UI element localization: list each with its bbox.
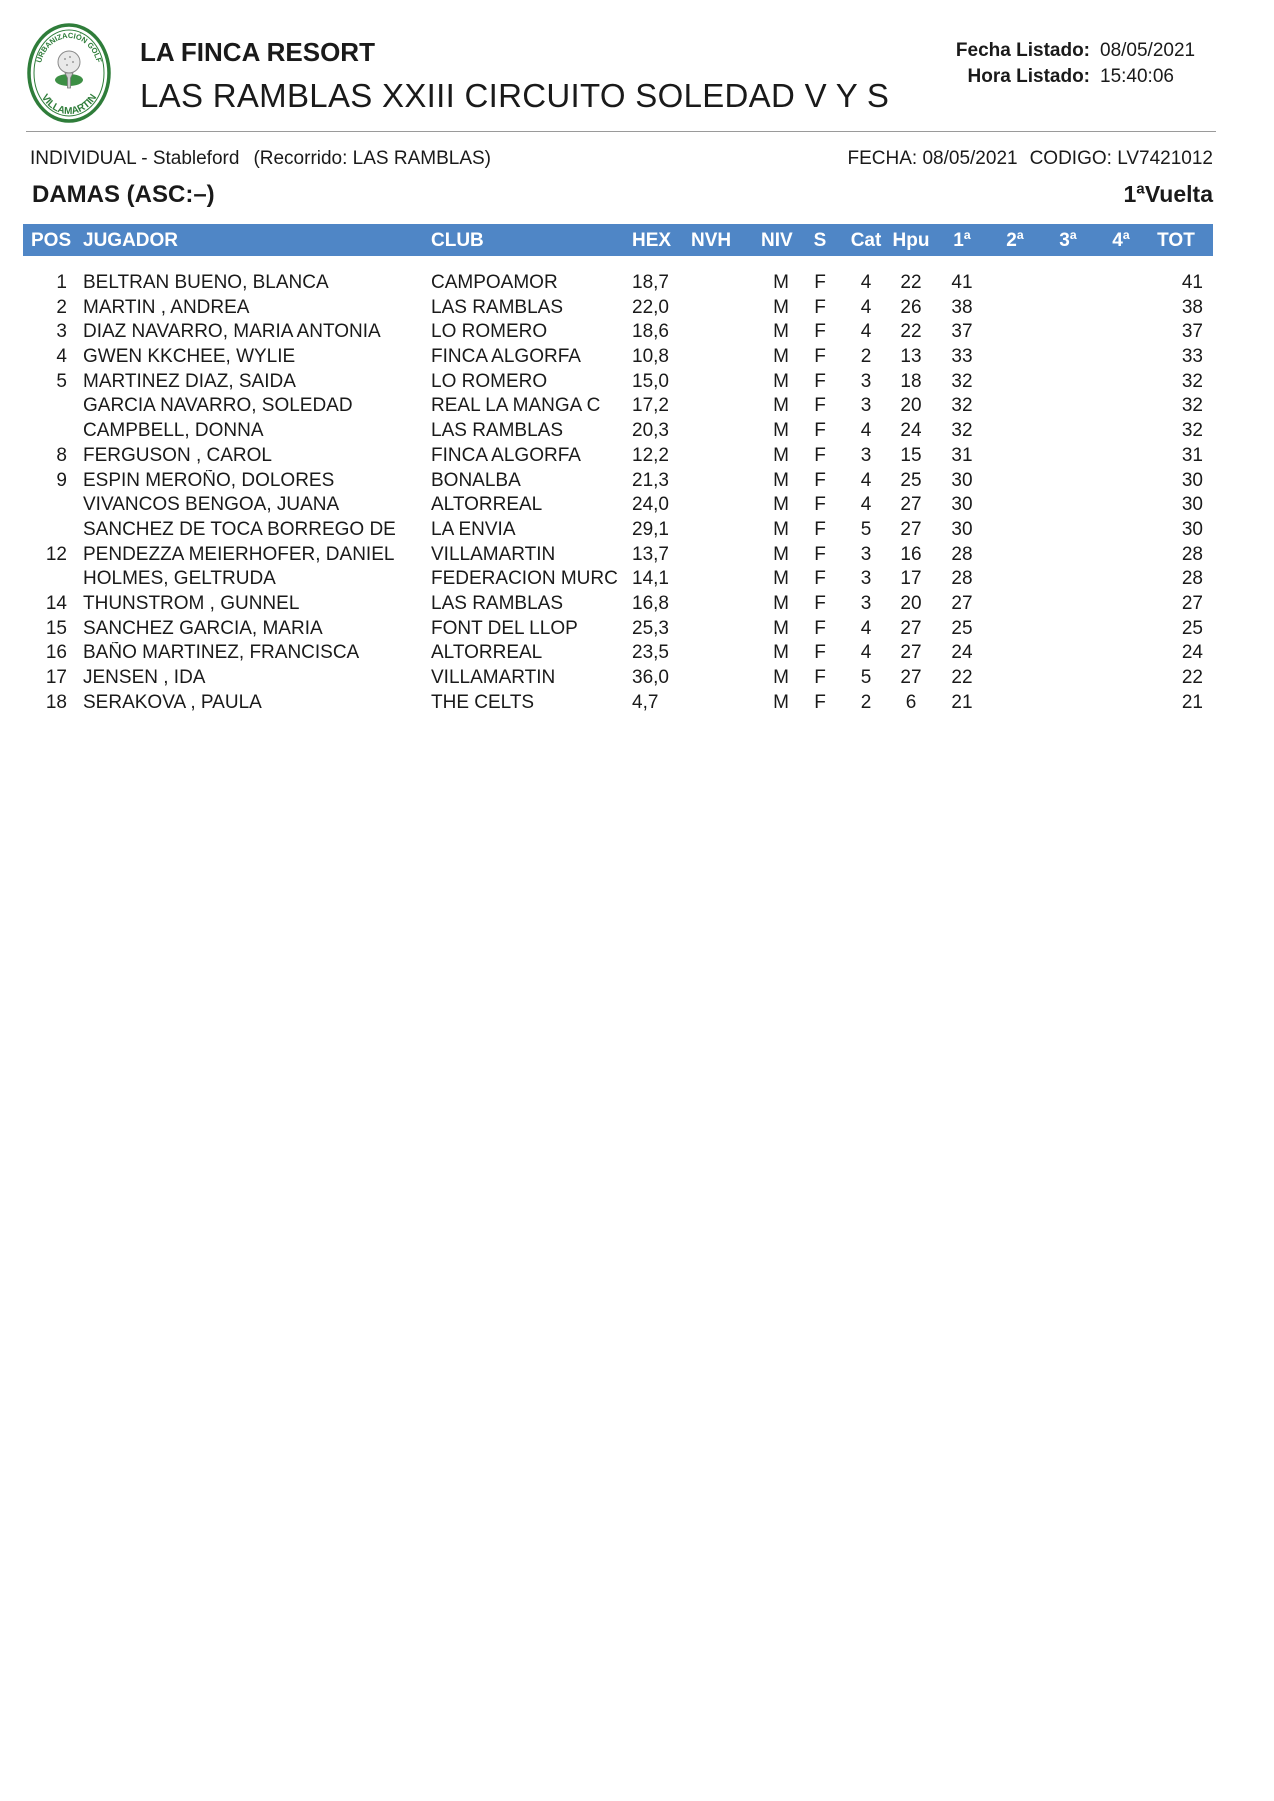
- results-table-header: [23, 224, 1213, 256]
- cell-hpu: 13: [900, 346, 922, 368]
- cell-hpu: 6: [905, 691, 917, 713]
- competition-code: CODIGO: LV7421012: [1029, 148, 1213, 169]
- cell-club: REAL LA MANGA C: [431, 395, 601, 417]
- cell-hpu: 20: [900, 395, 922, 417]
- cell-pos: 12: [45, 543, 67, 565]
- cell-round1: 24: [951, 642, 973, 664]
- cell-club: FINCA ALGORFA: [431, 346, 581, 368]
- cell-cat: 5: [860, 667, 872, 688]
- logo-bottom-text: VILLAMARTIN: [38, 92, 100, 118]
- cell-total: 24: [1181, 642, 1203, 664]
- cell-round1: 25: [951, 617, 973, 639]
- cell-s: F: [814, 420, 826, 442]
- cell-hpu: 22: [900, 272, 922, 293]
- cell-club: CAMPOAMOR: [431, 272, 558, 293]
- table-row: [23, 420, 1213, 445]
- cell-hex: 12,2: [632, 444, 669, 466]
- cell-hex: 18,6: [632, 321, 669, 343]
- course-text: (Recorrido: LAS RAMBLAS): [253, 148, 492, 169]
- cell-pos: 3: [56, 321, 67, 343]
- cell-hpu: 16: [900, 543, 922, 565]
- table-row: [23, 272, 1213, 297]
- table-row: [23, 494, 1213, 519]
- cell-hpu: 27: [900, 667, 922, 688]
- cell-total: 32: [1181, 395, 1203, 417]
- cell-player: GWEN KKCHEE, WYLIE: [83, 346, 296, 368]
- cell-pos: 4: [56, 346, 67, 368]
- cell-s: F: [814, 272, 826, 293]
- cell-s: F: [814, 543, 826, 565]
- table-row: [23, 371, 1213, 396]
- cell-cat: 4: [860, 494, 872, 516]
- cell-club: BONALBA: [431, 469, 521, 491]
- cell-total: 37: [1181, 321, 1203, 343]
- cell-round1: 32: [951, 420, 973, 442]
- listing-date-value: 08/05/2021: [1100, 40, 1196, 61]
- cell-hex: 15,0: [632, 370, 669, 392]
- cell-round1: 38: [951, 296, 973, 318]
- cell-s: F: [814, 346, 826, 368]
- cell-hpu: 27: [900, 642, 922, 664]
- cell-hpu: 18: [900, 370, 922, 392]
- cell-hpu: 27: [900, 617, 922, 639]
- header-divider: [26, 131, 1216, 132]
- event-title: LAS RAMBLAS XXIII CIRCUITO SOLEDAD V Y S: [140, 77, 890, 114]
- cell-s: F: [814, 321, 826, 343]
- cell-total: 30: [1181, 518, 1203, 540]
- cell-round1: 30: [951, 518, 973, 540]
- cell-hex: 29,1: [632, 518, 669, 540]
- cell-pos: 1: [56, 272, 67, 293]
- cell-hpu: 26: [900, 296, 922, 318]
- cell-club: LAS RAMBLAS: [431, 592, 563, 614]
- cell-player: HOLMES, GELTRUDA: [83, 568, 276, 590]
- cell-hpu: 22: [900, 321, 922, 343]
- cell-hex: 13,7: [632, 543, 669, 565]
- cell-niv: M: [773, 667, 789, 688]
- cell-niv: M: [773, 395, 789, 417]
- club-logo: [26, 22, 112, 124]
- cell-s: F: [814, 518, 826, 540]
- table-row: [23, 618, 1213, 643]
- col-nvh: NVH: [691, 230, 732, 251]
- cell-pos: 8: [56, 444, 67, 466]
- cell-round1: 21: [951, 691, 973, 713]
- col-s: S: [813, 230, 827, 251]
- cell-total: 22: [1181, 667, 1203, 688]
- cell-cat: 4: [860, 420, 872, 442]
- cell-hpu: 27: [900, 494, 922, 516]
- cell-club: VILLAMARTIN: [431, 667, 556, 688]
- cell-s: F: [814, 691, 826, 713]
- listing-date-row: [930, 38, 1195, 64]
- cell-player: THUNSTROM , GUNNEL: [83, 592, 300, 614]
- cell-s: F: [814, 370, 826, 392]
- cell-club: LO ROMERO: [431, 321, 548, 343]
- col-round2: 2ª: [1006, 230, 1024, 251]
- cell-hex: 21,3: [632, 469, 669, 491]
- cell-s: F: [814, 568, 826, 590]
- cell-cat: 3: [860, 568, 872, 590]
- cell-s: F: [814, 469, 826, 491]
- cell-total: 28: [1181, 543, 1203, 565]
- cell-round1: 41: [951, 272, 973, 293]
- cell-club: FONT DEL LLOP: [431, 617, 578, 639]
- cell-hex: 4,7: [632, 691, 659, 713]
- organization-name: LA FINCA RESORT: [140, 37, 375, 67]
- cell-cat: 4: [860, 642, 872, 664]
- competition-date: FECHA: 08/05/2021: [847, 148, 1018, 169]
- cell-total: 32: [1181, 370, 1203, 392]
- table-row: [23, 667, 1213, 692]
- cell-player: ESPIN MEROÑO, DOLORES: [83, 469, 335, 491]
- cell-player: DIAZ NAVARRO, MARIA ANTONIA: [83, 321, 381, 343]
- cell-club: THE CELTS: [431, 691, 535, 713]
- cell-cat: 2: [860, 691, 872, 713]
- cell-club: FINCA ALGORFA: [431, 444, 581, 466]
- col-niv: NIV: [761, 230, 793, 251]
- cell-s: F: [814, 617, 826, 639]
- cell-hex: 16,8: [632, 592, 669, 614]
- format-text: INDIVIDUAL - Stableford: [30, 148, 240, 169]
- cell-hex: 25,3: [632, 617, 669, 639]
- table-row: [23, 568, 1213, 593]
- listing-info: [930, 38, 1195, 90]
- cell-niv: M: [773, 518, 789, 540]
- cell-cat: 4: [860, 469, 872, 491]
- cell-cat: 2: [860, 346, 872, 368]
- cell-total: 30: [1181, 469, 1203, 491]
- cell-hex: 20,3: [632, 420, 669, 442]
- cell-niv: M: [773, 617, 789, 639]
- table-row: [23, 445, 1213, 470]
- cell-niv: M: [773, 321, 789, 343]
- col-club: CLUB: [431, 230, 484, 251]
- table-row: [23, 593, 1213, 618]
- cell-player: CAMPBELL, DONNA: [83, 420, 264, 442]
- cell-s: F: [814, 444, 826, 466]
- cell-hex: 14,1: [632, 568, 669, 590]
- cell-total: 27: [1181, 592, 1203, 614]
- cell-cat: 3: [860, 592, 872, 614]
- cell-player: SANCHEZ DE TOCA BORREGO DE: [83, 518, 396, 540]
- cell-cat: 4: [860, 296, 872, 318]
- cell-round1: 27: [951, 592, 973, 614]
- cell-player: VIVANCOS BENGOA, JUANA: [83, 494, 340, 516]
- cell-player: FERGUSON , CAROL: [83, 444, 272, 466]
- cell-player: BELTRAN BUENO, BLANCA: [83, 272, 329, 293]
- cell-player: MARTIN , ANDREA: [83, 296, 250, 318]
- cell-player: JENSEN , IDA: [83, 667, 206, 688]
- table-row: [23, 470, 1213, 495]
- cell-pos: 16: [45, 642, 67, 664]
- cell-niv: M: [773, 346, 789, 368]
- cell-niv: M: [773, 370, 789, 392]
- cell-pos: 5: [56, 370, 67, 392]
- cell-hex: 10,8: [632, 346, 669, 368]
- cell-total: 32: [1181, 420, 1203, 442]
- cell-club: LAS RAMBLAS: [431, 296, 563, 318]
- cell-hex: 18,7: [632, 272, 669, 293]
- cell-round1: 37: [951, 321, 973, 343]
- cell-pos: 18: [45, 691, 67, 713]
- cell-round1: 30: [951, 494, 973, 516]
- listing-time-label: Hora Listado:: [967, 66, 1090, 87]
- cell-niv: M: [773, 568, 789, 590]
- cell-round1: 30: [951, 469, 973, 491]
- cell-cat: 3: [860, 395, 872, 417]
- cell-player: BAÑO MARTINEZ, FRANCISCA: [83, 642, 360, 664]
- cell-club: LO ROMERO: [431, 370, 548, 392]
- cell-hpu: 25: [900, 469, 922, 491]
- table-row: [23, 297, 1213, 322]
- cell-s: F: [814, 667, 826, 688]
- logo-top-text: URBANIZACIÓN GOLF: [34, 30, 104, 64]
- cell-round1: 22: [951, 667, 973, 688]
- cell-player: PENDEZZA MEIERHOFER, DANIEL: [83, 543, 395, 565]
- cell-hpu: 27: [900, 518, 922, 540]
- cell-niv: M: [773, 494, 789, 516]
- cell-s: F: [814, 642, 826, 664]
- cell-player: SERAKOVA , PAULA: [83, 691, 262, 713]
- cell-hpu: 17: [900, 568, 922, 590]
- cell-cat: 3: [860, 444, 872, 466]
- cell-s: F: [814, 592, 826, 614]
- cell-hex: 24,0: [632, 494, 669, 516]
- col-round3: 3ª: [1059, 230, 1077, 251]
- cell-pos: 14: [45, 592, 67, 614]
- cell-total: 28: [1181, 568, 1203, 590]
- listing-time-value: 15:40:06: [1100, 66, 1174, 87]
- col-cat: Cat: [850, 230, 882, 251]
- col-jugador: JUGADOR: [83, 230, 179, 251]
- col-round1: 1ª: [953, 230, 971, 251]
- cell-round1: 28: [951, 543, 973, 565]
- cell-total: 30: [1181, 494, 1203, 516]
- cell-cat: 3: [860, 543, 872, 565]
- cell-club: ALTORREAL: [431, 642, 543, 664]
- cell-hpu: 15: [900, 444, 922, 466]
- cell-hpu: 24: [900, 420, 922, 442]
- cell-cat: 5: [860, 518, 872, 540]
- cell-hpu: 20: [900, 592, 922, 614]
- competition-id: [848, 148, 1213, 170]
- table-row: [23, 395, 1213, 420]
- cell-hex: 23,5: [632, 642, 669, 664]
- cell-s: F: [814, 494, 826, 516]
- cell-player: GARCIA NAVARRO, SOLEDAD: [83, 395, 353, 417]
- cell-s: F: [814, 395, 826, 417]
- cell-pos: 9: [56, 469, 67, 491]
- cell-total: 25: [1181, 617, 1203, 639]
- cell-pos: 15: [45, 617, 67, 639]
- cell-round1: 28: [951, 568, 973, 590]
- competition-format: [30, 148, 491, 170]
- cell-club: ALTORREAL: [431, 494, 543, 516]
- col-round4: 4ª: [1112, 230, 1130, 251]
- cell-cat: 3: [860, 370, 872, 392]
- cell-round1: 33: [951, 346, 973, 368]
- cell-s: F: [814, 296, 826, 318]
- cell-niv: M: [773, 272, 789, 293]
- cell-cat: 4: [860, 617, 872, 639]
- cell-pos: 17: [45, 667, 67, 688]
- cell-niv: M: [773, 420, 789, 442]
- cell-club: FEDERACION MURC: [431, 568, 618, 590]
- cell-round1: 32: [951, 395, 973, 417]
- cell-niv: M: [773, 296, 789, 318]
- cell-total: 31: [1181, 444, 1203, 466]
- cell-club: LA ENVIA: [431, 518, 516, 540]
- cell-niv: M: [773, 543, 789, 565]
- cell-hex: 36,0: [632, 667, 669, 688]
- table-row: [23, 321, 1213, 346]
- cell-niv: M: [773, 592, 789, 614]
- col-hex: HEX: [632, 230, 672, 251]
- cell-round1: 32: [951, 370, 973, 392]
- cell-club: LAS RAMBLAS: [431, 420, 563, 442]
- table-row: [23, 642, 1213, 667]
- cell-hex: 17,2: [632, 395, 669, 417]
- cell-niv: M: [773, 469, 789, 491]
- col-tot: TOT: [1157, 230, 1195, 251]
- listing-date-label: Fecha Listado:: [955, 40, 1090, 61]
- cell-player: SANCHEZ GARCIA, MARIA: [83, 617, 323, 639]
- table-row: [23, 519, 1213, 544]
- table-row: [23, 544, 1213, 569]
- table-row: [23, 692, 1213, 717]
- cell-cat: 4: [860, 321, 872, 343]
- col-pos: POS: [31, 230, 72, 251]
- col-hpu: Hpu: [892, 230, 930, 251]
- category-title: DAMAS (ASC:–): [32, 181, 215, 208]
- results-table-body: [23, 272, 1213, 716]
- cell-total: 21: [1181, 691, 1203, 713]
- cell-club: VILLAMARTIN: [431, 543, 556, 565]
- cell-cat: 4: [860, 272, 872, 293]
- cell-total: 41: [1181, 272, 1203, 293]
- cell-pos: 2: [56, 296, 67, 318]
- cell-hex: 22,0: [632, 296, 669, 318]
- cell-niv: M: [773, 444, 789, 466]
- listing-time-row: [930, 64, 1195, 90]
- cell-round1: 31: [951, 444, 973, 466]
- cell-player: MARTINEZ DIAZ, SAIDA: [83, 370, 296, 392]
- table-row: [23, 346, 1213, 371]
- cell-total: 38: [1181, 296, 1203, 318]
- cell-niv: M: [773, 691, 789, 713]
- cell-niv: M: [773, 642, 789, 664]
- cell-total: 33: [1181, 346, 1203, 368]
- round-label: 1ªVuelta: [1123, 181, 1213, 207]
